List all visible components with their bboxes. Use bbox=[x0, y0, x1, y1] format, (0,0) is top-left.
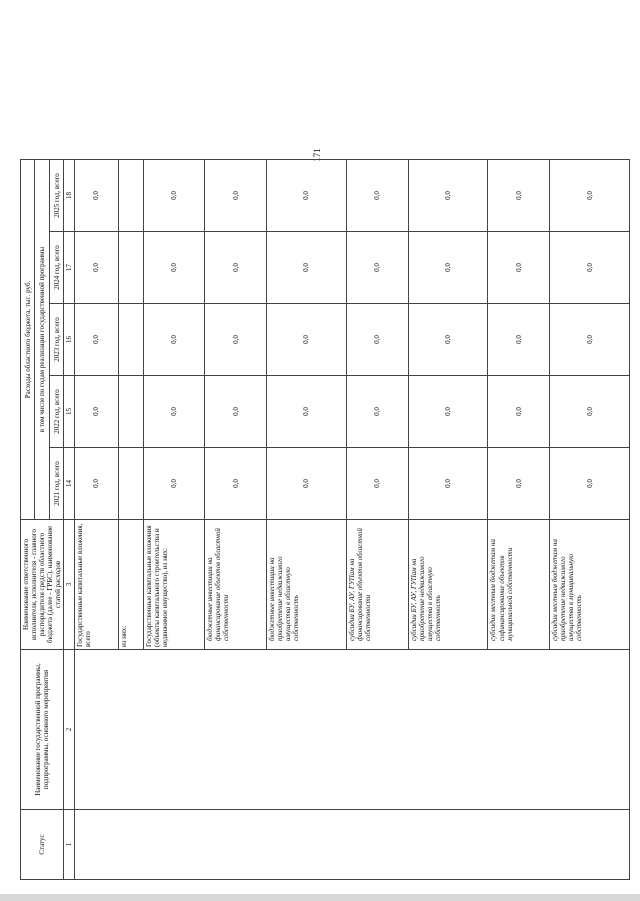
value-cell: 0,0 bbox=[346, 159, 408, 231]
value-cell: 0,0 bbox=[550, 448, 630, 520]
expense-item-label: Государственные капитальные вложения (объекты капитального строительства и недвижимое имущество), из них: bbox=[143, 520, 205, 650]
value-cell bbox=[118, 448, 143, 520]
column-number: 16 bbox=[64, 304, 75, 376]
expenses-header: Расходы областного бюджета, тыс. руб. bbox=[21, 159, 35, 519]
value-cell: 0,0 bbox=[550, 376, 630, 448]
expense-item-label: бюджетные инвестиции на финансирование объектов областной собственности bbox=[205, 520, 267, 650]
column-number: 1 bbox=[64, 810, 75, 880]
value-cell: 0,0 bbox=[75, 304, 118, 376]
expense-item-label: субсидии местным бюджетам на приобретение недвижимого имущества в муниципальную собственность bbox=[550, 520, 630, 650]
value-cell: 0,0 bbox=[488, 232, 550, 304]
year-header: 2025 год, всего bbox=[49, 159, 63, 231]
year-header: 2024 год, всего bbox=[49, 232, 63, 304]
expense-item-label: субсидии местным бюджетам на софинансирование объектов муниципальной собственности bbox=[488, 520, 550, 650]
value-cell: 0,0 bbox=[205, 159, 267, 231]
page-edge-strip bbox=[0, 894, 640, 901]
expense-item-label: субсидии БУ, АУ, ГУПам на приобретение недвижимого имущества в областную собственность bbox=[408, 520, 488, 650]
value-cell: 0,0 bbox=[550, 232, 630, 304]
value-cell: 0,0 bbox=[346, 232, 408, 304]
value-cell: 0,0 bbox=[143, 159, 205, 231]
column-number: 15 bbox=[64, 376, 75, 448]
value-cell: 0,0 bbox=[267, 232, 347, 304]
value-cell: 0,0 bbox=[408, 304, 488, 376]
column-number: 3 bbox=[64, 520, 75, 650]
value-cell: 0,0 bbox=[205, 304, 267, 376]
value-cell: 0,0 bbox=[408, 448, 488, 520]
value-cell: 0,0 bbox=[75, 159, 118, 231]
expense-item-label: из них: bbox=[118, 520, 143, 650]
value-cell bbox=[118, 376, 143, 448]
value-cell: 0,0 bbox=[75, 376, 118, 448]
value-cell: 0,0 bbox=[205, 232, 267, 304]
budget-table bbox=[20, 159, 630, 880]
value-cell: 0,0 bbox=[346, 376, 408, 448]
value-cell: 0,0 bbox=[143, 448, 205, 520]
value-cell: 0,0 bbox=[488, 304, 550, 376]
value-cell: 0,0 bbox=[267, 448, 347, 520]
year-header: 2021 год, всего bbox=[49, 448, 63, 520]
program-cell bbox=[75, 650, 630, 810]
value-cell bbox=[118, 159, 143, 231]
value-cell: 0,0 bbox=[408, 232, 488, 304]
value-cell: 0,0 bbox=[488, 448, 550, 520]
status-header: Статус bbox=[21, 810, 64, 880]
column-number: 14 bbox=[64, 448, 75, 520]
value-cell: 0,0 bbox=[75, 448, 118, 520]
value-cell: 0,0 bbox=[267, 304, 347, 376]
year-header: 2023 год, всего bbox=[49, 304, 63, 376]
table-container bbox=[20, 160, 620, 880]
value-cell bbox=[118, 304, 143, 376]
value-cell: 0,0 bbox=[205, 448, 267, 520]
expense-item-label: субсидии БУ, АУ, ГУПам на финансирование объектов областной собственности bbox=[346, 520, 408, 650]
value-cell: 0,0 bbox=[408, 376, 488, 448]
value-cell: 0,0 bbox=[143, 376, 205, 448]
value-cell: 0,0 bbox=[267, 159, 347, 231]
value-cell: 0,0 bbox=[143, 232, 205, 304]
value-cell bbox=[118, 232, 143, 304]
value-cell: 0,0 bbox=[488, 159, 550, 231]
value-cell: 0,0 bbox=[346, 304, 408, 376]
value-cell: 0,0 bbox=[550, 304, 630, 376]
expense-item-label: Государственные капитальные вложения, всего bbox=[75, 520, 118, 650]
value-cell: 0,0 bbox=[75, 232, 118, 304]
page-number: 171 bbox=[311, 148, 322, 162]
column-number: 17 bbox=[64, 232, 75, 304]
value-cell: 0,0 bbox=[550, 159, 630, 231]
responsible-header: Наименование ответственного исполнителя, исполнителя - главного распорядителя средств областного бюджета (далее - ГРБС), наименование статей расходов bbox=[21, 520, 64, 650]
column-number: 2 bbox=[64, 650, 75, 810]
status-cell bbox=[75, 810, 630, 880]
value-cell: 0,0 bbox=[346, 448, 408, 520]
value-cell: 0,0 bbox=[488, 376, 550, 448]
rotated-page bbox=[20, 160, 620, 880]
years-group-header: в том числе по годам реализации государственной программы bbox=[35, 159, 49, 519]
expense-item-label: бюджетные инвестиции на приобретение недвижимого имущества в областную собственность bbox=[267, 520, 347, 650]
value-cell: 0,0 bbox=[267, 376, 347, 448]
value-cell: 0,0 bbox=[205, 376, 267, 448]
value-cell: 0,0 bbox=[143, 304, 205, 376]
table-row bbox=[75, 159, 118, 879]
program-name-header: Наименование государственной программы, подпрограммы, основного мероприятия bbox=[21, 650, 64, 810]
value-cell: 0,0 bbox=[408, 159, 488, 231]
column-number: 18 bbox=[64, 159, 75, 231]
year-header: 2022 год, всего bbox=[49, 376, 63, 448]
